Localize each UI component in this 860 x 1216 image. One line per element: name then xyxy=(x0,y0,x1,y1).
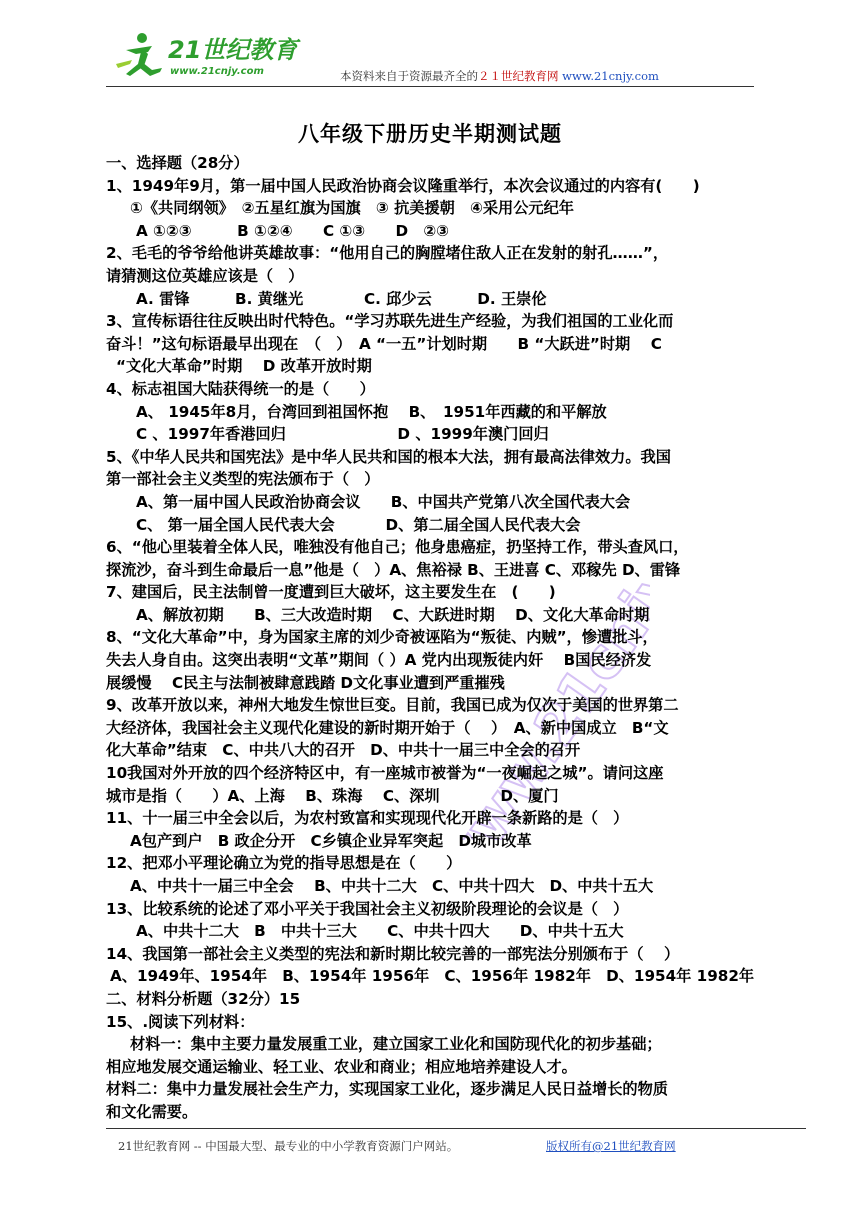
question-5-cont: 第一部社会主义类型的宪法颁布于（ ） xyxy=(106,470,380,489)
question-1: 1、1949年9月，第一届中国人民政治协商会议隆重举行，本次会议通过的内容有( ) xyxy=(106,176,700,195)
question-9-cont-2: 化大革命”结束 C、中共八大的召开 D、中共十一届三中全会的召开 xyxy=(106,741,581,760)
material-1-cont: 相应地发展交通运输业、轻工业、农业和商业；相应地培养建设人才。 xyxy=(106,1057,577,1076)
footer-divider xyxy=(106,1128,806,1129)
question-12: 12、把邓小平理论确立为党的指导思想是在（ ） xyxy=(106,854,462,873)
question-9: 9、改革开放以来，神州大地发生惊世巨变。目前，我国已成为仅次于美国的世界第二 xyxy=(106,696,679,715)
question-2: 2、毛毛的爷爷给他讲英雄故事：“他用自己的胸膛堵住敌人正在发射的射孔……”， xyxy=(106,244,669,263)
source-line xyxy=(340,68,659,84)
section-heading-material: 二、材料分析题（32分）15 xyxy=(106,989,301,1008)
document-body xyxy=(106,152,758,1124)
question-4-options-ab: A、 1945年8月，台湾回到祖国怀抱 B、 1951年西藏的和平解放 xyxy=(136,402,607,421)
question-14-options: A、1949年、1954年 B、1954年 1956年 C、1956年 1982年 D、1954年 1982年 xyxy=(110,967,755,986)
source-prefix: 本资料来自于资源最齐全的 xyxy=(340,69,478,83)
question-5: 5、《中华人民共和国宪法》是中华人民共和国的根本大法，拥有最高法律效力。我国 xyxy=(106,447,671,466)
question-12-options: A、中共十一届三中全会 B、中共十二大 C、中共十四大 D、中共十五大 xyxy=(130,877,654,895)
question-7: 7、建国后，民主法制曾一度遭到巨大破坏，这主要发生在 ( ) xyxy=(106,583,556,602)
question-8-cont-2: 展缓慢 C民主与法制被肆意践踏 D文化事业遭到严重摧残 xyxy=(106,673,505,692)
question-4: 4、标志祖国大陆获得统一的是（ ） xyxy=(106,379,375,398)
watermark-text: www.21cnjy.com xyxy=(422,431,650,840)
header-divider xyxy=(106,86,754,87)
question-1-options: A ①②③ B ①②④ C ①③ D ②③ xyxy=(136,221,450,240)
question-11-options: A包产到户 B 政企分开 C乡镇企业异军突起 D城市改革 xyxy=(130,831,532,850)
question-4-options-cd: C 、1997年香港回归 D 、1999年澳门回归 xyxy=(136,425,549,444)
question-13-options: A、中共十二大 B 中共十三大 C、中共十四大 D、中共十五大 xyxy=(136,922,624,941)
question-3-options: “文化大革命”时期 D 改革开放时期 xyxy=(116,357,372,376)
question-5-options-ab: A、第一届中国人民政治协商会议 B、中国共产党第八次全国代表大会 xyxy=(136,492,631,511)
source-url-link[interactable]: www.21cnjy.com xyxy=(562,69,659,83)
question-7-options: A、解放初期 B、三大改造时期 C、大跃进时期 D、文化大革命时期 xyxy=(136,605,650,624)
question-13: 13、比较系统的论述了邓小平关于我国社会主义初级阶段理论的会议是（ ） xyxy=(106,899,629,918)
question-3-cont: 奋斗！”这句标语最早出现在 （ ） A “一五”计划时期 B “大跃进”时期 C xyxy=(106,334,662,353)
material-2: 材料二：集中力量发展社会生产力，实现国家工业化，逐步满足人民日益增长的物质 xyxy=(106,1080,668,1099)
question-2-options: A. 雷锋 B. 黄继光 C. 邱少云 D. 王崇伦 xyxy=(136,289,547,308)
logo-url: www.21cnjy.com xyxy=(170,66,264,77)
question-8: 8、“文化大革命”中，身为国家主席的刘少奇被诬陷为“叛徒、内贼”，惨遭批斗， xyxy=(106,628,658,647)
question-2-cont: 请猜测这位英雄应该是（ ） xyxy=(106,266,304,285)
section-heading-choice: 一、选择题（28分） xyxy=(106,154,249,172)
footer-copyright-link[interactable]: 版权所有@21世纪教育网 xyxy=(546,1139,676,1153)
material-2-cont: 和文化需要。 xyxy=(106,1102,198,1121)
question-10-cont: 城市是指（ ）A、上海 B、珠海 C、深圳 D、厦门 xyxy=(106,786,559,805)
question-9-cont: 大经济体，我国社会主义现代化建设的新时期开始于（ ） A、新中国成立 B“文 xyxy=(106,718,669,737)
question-6: 6、“他心里装着全体人民，唯独没有他自己；他身患癌症，扔坚持工作，带头查风口， xyxy=(106,538,689,557)
material-1: 材料一：集中主要力量发展重工业，建立国家工业化和国防现代化的初步基础； xyxy=(130,1035,662,1054)
question-8-cont: 失去人身自由。这突出表明“文革”期间（ ）A 党内出现叛徒内奸 B国民经济发 xyxy=(106,651,652,670)
question-6-cont: 探流沙，奋斗到生命最后一息”他是（ ）A、焦裕禄 B、王进喜 C、邓稼先 D、雷锋 xyxy=(106,560,681,579)
logo xyxy=(112,30,312,82)
page-title: 八年级下册历史半期测试题 xyxy=(298,122,562,146)
question-15: 15、.阅读下列材料： xyxy=(106,1012,255,1031)
source-site-link[interactable]: ２１世纪教育网 xyxy=(478,69,559,83)
question-1-items: ①《共同纲领》 ②五星红旗为国旗 ③ 抗美援朝 ④采用公元纪年 xyxy=(130,199,574,218)
question-5-options-cd: C、 第一届全国人民代表大会 D、第二届全国人民代表大会 xyxy=(136,515,581,534)
logo-text: 21世纪教育 xyxy=(168,36,298,64)
question-10: 10我国对外开放的四个经济特区中，有一座城市被誉为“一夜崛起之城”。请问这座 xyxy=(106,764,664,783)
footer-text: 21世纪教育网 -- 中国最大型、最专业的中小学教育资源门户网站。 xyxy=(118,1139,459,1153)
question-14: 14、我国第一部社会主义类型的宪法和新时期比较完善的一部宪法分别颁布于（ ） xyxy=(106,944,680,963)
question-11: 11、十一届三中全会以后，为农村致富和实现现代化开辟一条新路的是（ ） xyxy=(106,809,629,828)
question-3: 3、宣传标语往往反映出时代特色。“学习苏联先进生产经验，为我们祖国的工业化而 xyxy=(106,312,674,331)
